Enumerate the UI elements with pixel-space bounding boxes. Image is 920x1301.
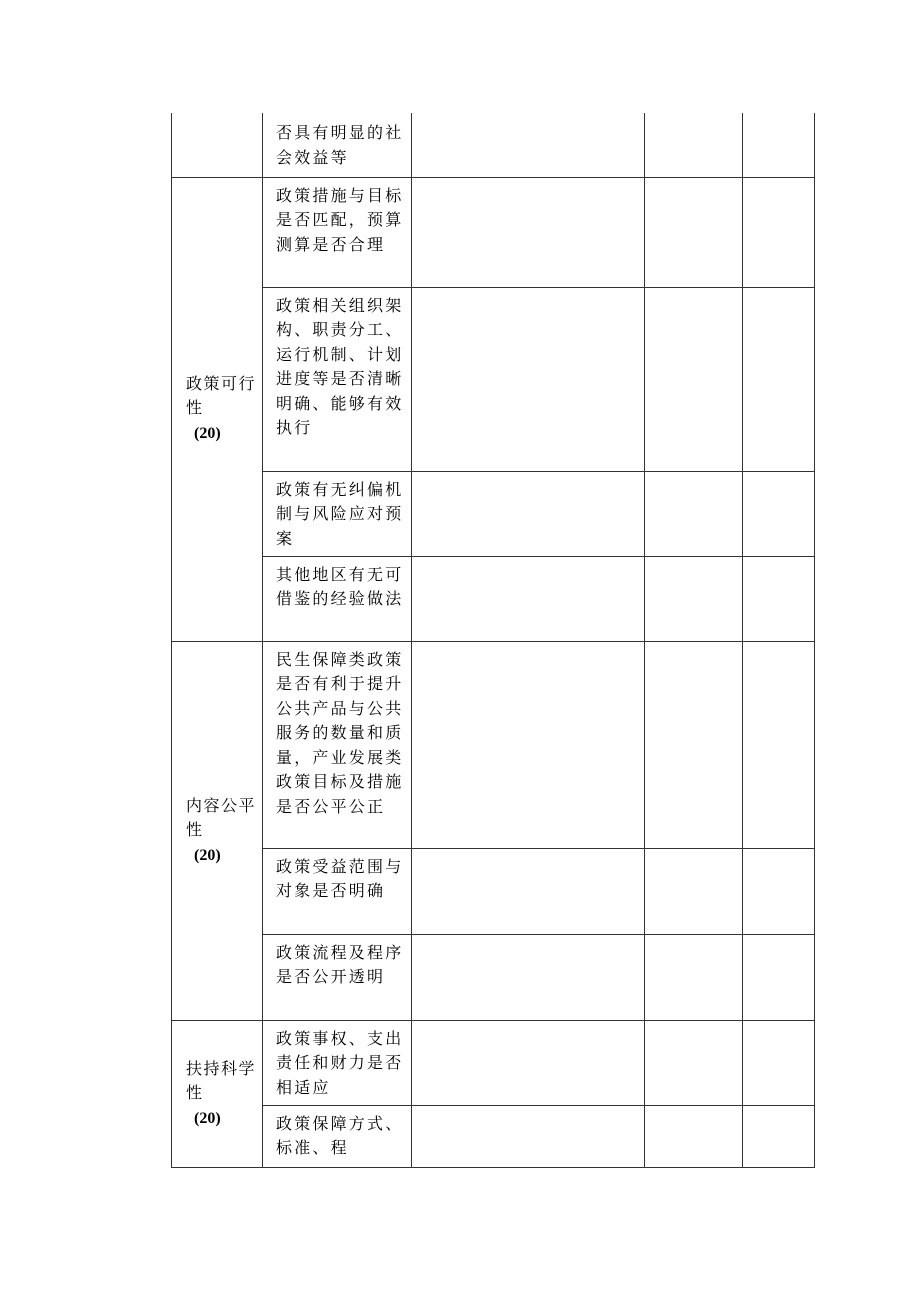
content-cell: [412, 556, 645, 641]
remark-cell: [743, 1020, 815, 1105]
value-cell: [645, 1020, 743, 1105]
value-cell: [645, 113, 743, 177]
content-cell: [412, 1020, 645, 1105]
criterion-cell: 政策相关组织架构、职责分工、运行机制、计划进度等是否清晰明确、能够有效执行: [263, 287, 412, 471]
content-cell: [412, 471, 645, 556]
content-cell: [412, 177, 645, 287]
content-cell: [412, 641, 645, 848]
table-row: [172, 471, 815, 556]
value-cell: [645, 641, 743, 848]
criterion-cell: 其他地区有无可借鉴的经验做法: [263, 556, 412, 641]
remark-cell: [743, 934, 815, 1020]
category-label: 政策可行性: [186, 374, 257, 417]
criterion-cell: 政策受益范围与对象是否明确: [263, 848, 412, 934]
remark-cell: [743, 848, 815, 934]
content-cell: [412, 113, 645, 177]
table-row: [172, 177, 815, 287]
remark-cell: [743, 556, 815, 641]
category-label: 内容公平性: [186, 795, 257, 839]
value-cell: [645, 556, 743, 641]
content-cell: [412, 848, 645, 934]
remark-cell: [743, 1105, 815, 1167]
table-row: [172, 1105, 815, 1167]
content-cell: [412, 934, 645, 1020]
content-cell: [412, 1105, 645, 1167]
remark-cell: [743, 641, 815, 848]
criterion-cell: 政策流程及程序是否公开透明: [263, 934, 412, 1020]
category-cell: [172, 641, 263, 1020]
value-cell: [645, 848, 743, 934]
category-cell: [172, 177, 263, 641]
value-cell: [645, 471, 743, 556]
criterion-cell: 政策有无纠偏机制与风险应对预案: [263, 471, 412, 556]
criterion-cell: 民生保障类政策是否有利于提升公共产品与公共服务的数量和质量，产业发展类政策目标及措施是否公平公正: [263, 641, 412, 848]
category-score: (20): [194, 846, 221, 864]
category-cell: [172, 113, 263, 177]
table-row: [172, 641, 815, 848]
category-label: 扶持科学性: [186, 1058, 257, 1102]
category-score: (20): [194, 1109, 221, 1127]
table-row: [172, 848, 815, 934]
table-row: [172, 556, 815, 641]
value-cell: [645, 1105, 743, 1167]
criterion-cell: 否具有明显的社会效益等: [263, 113, 412, 177]
content-cell: [412, 287, 645, 471]
remark-cell: [743, 177, 815, 287]
criterion-cell: 政策措施与目标是否匹配，预算测算是否合理: [263, 177, 412, 287]
table-row: [172, 287, 815, 471]
value-cell: [645, 177, 743, 287]
table-row: [172, 1020, 815, 1105]
category-cell: [172, 1020, 263, 1167]
evaluation-table: [171, 113, 815, 1168]
category-score: (20): [194, 425, 221, 442]
value-cell: [645, 287, 743, 471]
criterion-cell: 政策事权、支出责任和财力是否相适应: [263, 1020, 412, 1105]
remark-cell: [743, 471, 815, 556]
table-row: [172, 113, 815, 177]
remark-cell: [743, 113, 815, 177]
value-cell: [645, 934, 743, 1020]
criterion-cell: 政策保障方式、标准、程: [263, 1105, 412, 1167]
remark-cell: [743, 287, 815, 471]
table-row: [172, 934, 815, 1020]
